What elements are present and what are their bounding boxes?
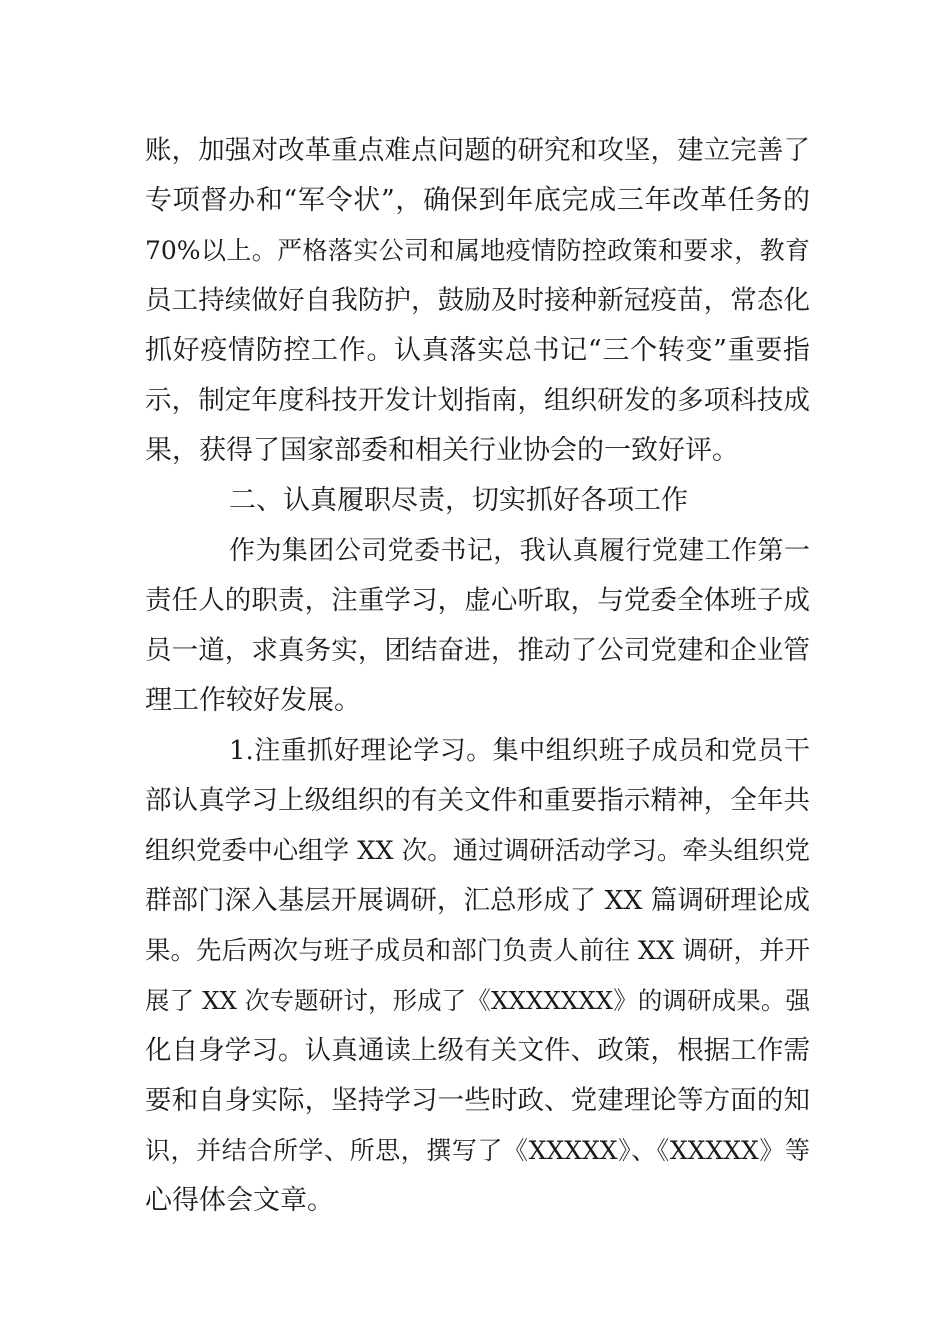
paragraph-line: 部认真学习上级组织的有关文件和重要指示精神，全年共: [145, 785, 810, 816]
paragraph-line: 1.注重抓好理论学习。集中组织班子成员和党员干: [229, 736, 810, 766]
paragraph-line: 专项督办和“军令状”，确保到年底完成三年改革任务的: [145, 185, 810, 216]
paragraph-line: 员一道，求真务实，团结奋进，推动了公司党建和企业管: [145, 635, 810, 666]
paragraph-line: 70%以上。严格落实公司和属地疫情防控政策和要求，教育: [145, 236, 810, 265]
paragraph-line: 果，获得了国家部委和相关行业协会的一致好评。: [145, 435, 739, 466]
paragraph-line: 心得体会文章。: [145, 1185, 334, 1216]
paragraph-line: 理工作较好发展。: [145, 685, 361, 716]
paragraph-line: 抓好疫情防控工作。认真落实总书记“三个转变”重要指: [145, 335, 810, 366]
paragraph-line: 群部门深入基层开展调研，汇总形成了 XX 篇调研理论成: [145, 885, 810, 916]
paragraph-line: 账，加强对改革重点难点问题的研究和攻坚，建立完善了: [145, 135, 810, 166]
paragraph-line: 员工持续做好自我防护，鼓励及时接种新冠疫苗，常态化: [145, 285, 810, 316]
paragraph-line: 作为集团公司党委书记，我认真履行党建工作第一: [229, 536, 810, 566]
paragraph-line: 责任人的职责，注重学习，虚心听取，与党委全体班子成: [145, 585, 810, 616]
paragraph-line: 要和自身实际，坚持学习一些时政、党建理论等方面的知: [145, 1085, 810, 1116]
paragraph-line: 识，并结合所学、所思，撰写了《XXXXX》、《XXXXX》等: [145, 1136, 810, 1165]
paragraph-line: 果。先后两次与班子成员和部门负责人前往 XX 调研，并开: [145, 936, 810, 966]
paragraph-line: 化自身学习。认真通读上级有关文件、政策，根据工作需: [145, 1035, 810, 1066]
paragraph-line: 组织党委中心组学 XX 次。通过调研活动学习。牵头组织党: [145, 836, 810, 866]
paragraph-line: 示，制定年度科技开发计划指南，组织研发的多项科技成: [145, 385, 810, 416]
paragraph-line: 展了 XX 次专题研讨，形成了《XXXXXXX》的调研成果。强: [145, 986, 810, 1015]
section-heading: 二、认真履职尽责，切实抓好各项工作: [229, 485, 688, 516]
